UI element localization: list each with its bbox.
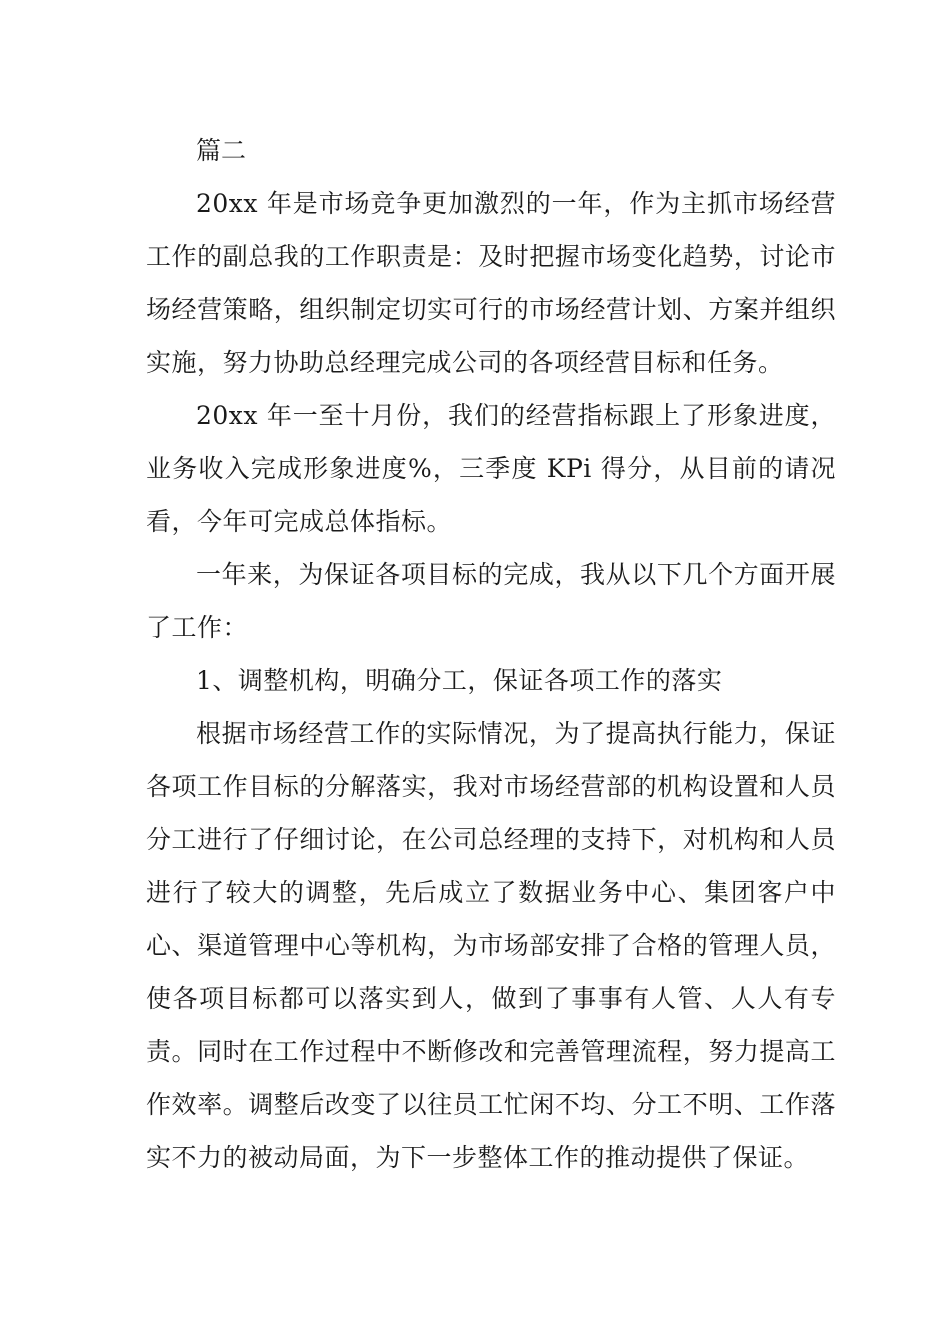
paragraph-performance: 20xx 年一至十月份，我们的经营指标跟上了形象进度，业务收入完成形象进度%，三季度 KPi 得分，从目前的请况看，今年可完成总体指标。 <box>146 401 836 536</box>
document-page <box>146 124 836 1184</box>
paragraph-overview: 一年来，为保证各项目标的完成，我从以下几个方面开展了工作： <box>146 560 836 642</box>
paragraph-restructuring: 根据市场经营工作的实际情况，为了提高执行能力，保证各项工作目标的分解落实，我对市场经营部的机构设置和人员分工进行了仔细讨论，在公司总经理的支持下，对机构和人员进行了较大的调整，先后成立了数据业务中心、集团客户中心、渠道管理中心等机构，为市场部安排了合格的管理人员，使各项目标都可以落实到人，做到了事事有人管、人人有专责。同时在工作过程中不断修改和完善管理流程，努力提高工作效率。调整后改变了以往员工忙闲不均、分工不明、工作落实不力的被动局面，为下一步整体工作的推动提供了保证。 <box>146 719 836 1172</box>
paragraph-subheading-1: 1、调整机构，明确分工，保证各项工作的落实 <box>196 666 723 695</box>
paragraph-intro: 20xx 年是市场竞争更加激烈的一年，作为主抓市场经营工作的副总我的工作职责是：及时把握市场变化趋势，讨论市场经营策略，组织制定切实可行的市场经营计划、方案并组织实施，努力协助总经理完成公司的各项经营目标和任务。 <box>146 189 836 377</box>
section-heading: 篇二 <box>196 136 247 165</box>
